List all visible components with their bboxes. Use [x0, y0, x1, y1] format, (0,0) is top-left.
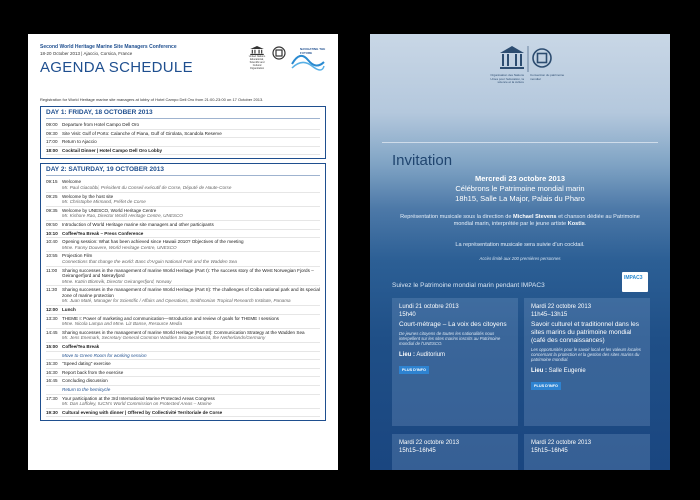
day2-title: DAY 2: SATURDAY, 19 OCTOBER 2013 — [46, 166, 320, 176]
agenda-row — [46, 377, 320, 386]
agenda-row — [46, 409, 320, 418]
agenda-item-text: "Speed dating" exercise — [62, 361, 111, 367]
agenda-item — [62, 239, 320, 250]
agenda-item — [62, 139, 320, 145]
conference-dates: 18-20 October 2013 | Ajaccio, Corsica, France — [40, 51, 133, 56]
agenda-row — [46, 207, 320, 221]
card-location — [399, 352, 511, 358]
agenda-header — [40, 44, 326, 96]
agenda-item — [62, 122, 320, 128]
agenda-time — [46, 387, 62, 393]
agenda-item-text: Your participation at the 3rd International Marine Protected Areas Congress — [62, 395, 215, 401]
navigating-logo-caption: NAVIGATING THE FUTURE — [300, 47, 326, 55]
agenda-item-text: Move to Green Room for working session — [62, 352, 147, 358]
agenda-time: 11:00 — [46, 267, 58, 273]
agenda-item — [62, 231, 320, 237]
agenda-time: 19:30 — [46, 409, 58, 415]
agenda-row — [46, 395, 320, 409]
event-card — [524, 298, 650, 426]
agenda-row — [46, 252, 320, 266]
agenda-item — [62, 316, 320, 327]
card-location-value: Salle Eugenie — [548, 367, 586, 374]
agenda-item-text: Coffee/Tea Break – Press Conference — [62, 230, 144, 236]
agenda-item-text: Sharing successes in the management of marine World Heritage (Part III): Communication Strategy at the Wadden Sea — [62, 329, 305, 335]
card-date: Lundi 21 octobre 2013 — [399, 304, 459, 310]
agenda-item — [62, 361, 320, 367]
desc-part3: . — [584, 221, 587, 227]
invitation-top — [370, 34, 670, 279]
card-time: 15h40 — [399, 311, 416, 318]
card-date: Mardi 22 octobre 2013 — [399, 440, 460, 446]
event-venue: 18h15, Salle La Major, Palais du Pharo — [455, 194, 585, 203]
event-card — [392, 298, 518, 426]
agenda-item-speaker: Mme. Katrin Blomvik, Director Geirangerfjord, Norway — [62, 278, 172, 284]
agenda-item-text: Introduction of World Heritage marine site managers and other participants — [62, 221, 214, 227]
agenda-item — [62, 307, 320, 313]
desc-name1: Michael Stevens — [513, 214, 557, 220]
impac3-logo-text: IMPAC3 — [624, 275, 643, 281]
agenda-item — [62, 396, 320, 407]
agenda-item-text: Return to Ajaccio — [62, 139, 97, 145]
agenda-row — [46, 193, 320, 207]
agenda-time: 09:35 — [46, 207, 58, 213]
agenda-item-speaker: Mr. Christophe Mirmand, Préfet de Corse — [62, 199, 146, 205]
agenda-time: 16:45 — [46, 378, 58, 384]
agenda-row — [46, 121, 320, 130]
agenda-item-speaker: Connections that change the world: Banc d'Arguin National Park and the Wadden Sea — [62, 258, 237, 264]
agenda-item — [62, 287, 320, 304]
event-limit: Accès limité aux 200 premières personnes — [479, 256, 561, 261]
agenda-item — [62, 131, 320, 137]
agenda-item-speaker: Mme. Fanny Douvere, World Heritage Centre, UNESCO — [62, 244, 177, 250]
more-info-button[interactable]: PLUS D'INFO — [531, 382, 561, 390]
agenda-row — [46, 306, 320, 315]
world-heritage-emblem-icon — [272, 46, 286, 60]
agenda-document — [28, 34, 338, 470]
agenda-time: 09:25 — [46, 193, 58, 199]
day2-box — [40, 163, 326, 421]
agenda-item-text: Report back from the exercise — [62, 369, 124, 375]
agenda-item-text: Lunch — [62, 307, 76, 313]
agenda-item — [62, 387, 320, 393]
agenda-row — [46, 315, 320, 329]
card-location-label: Lieu : — [399, 351, 415, 358]
agenda-time: 10:55 — [46, 253, 58, 259]
agenda-item-text: Opening session: What has been achieved since Hawaii 2010? Objectives of the meeting — [62, 239, 244, 245]
card-location-label: Lieu : — [531, 367, 547, 374]
agenda-time: 16:30 — [46, 369, 58, 375]
agenda-item — [62, 179, 320, 190]
agenda-row — [46, 267, 320, 287]
agenda-time: 14:45 — [46, 329, 58, 335]
card-time: 11h45–13h15 — [531, 311, 568, 318]
registration-note: Registration for World Heritage marine site managers at lobby of Hotel Campo Dell Oro from 21:00-23:00 on 17 October 2013. — [40, 97, 264, 102]
agenda-row — [46, 329, 320, 343]
event-note: La représentation musicale sera suivie d'un cocktail. — [455, 242, 585, 248]
agenda-row — [46, 369, 320, 378]
agenda-time — [46, 353, 62, 359]
agenda-item-speaker: Mr. Jens Enemark, Secretary General Common Wadden Sea Secretariat, the Netherlands/Germany — [62, 335, 266, 341]
agenda-row — [46, 230, 320, 239]
agenda-row — [46, 360, 320, 369]
agenda-row — [46, 352, 320, 361]
card-date: Mardi 22 octobre 2013 — [531, 304, 592, 310]
agenda-item-text: Cocktail Dinner | Hotel Campo Dell Oro Lobby — [62, 147, 163, 153]
agenda-item-text: Concluding discussion — [62, 378, 108, 384]
agenda-item-text: Welcome by the host site — [62, 193, 114, 199]
page-title: AGENDA SCHEDULE — [40, 59, 193, 76]
agenda-time: 09:15 — [46, 179, 58, 185]
card-location — [531, 368, 643, 374]
agenda-item-text: Coffee/Tea Break — [62, 344, 100, 350]
agenda-item-speaker: Mr. Paul Giacobbi, Président du Conseil exécutif de Corse, Député de Haute-Corse — [62, 184, 232, 190]
event-description — [392, 214, 648, 228]
agenda-item-text: Sharing successes in the management of marine World Heritage (Part II): The challenges of Coiba national park and its special zone of marine protection — [62, 287, 320, 298]
agenda-item-speaker: Mr. Kishore Rao, Director World Heritage Centre, UNESCO — [62, 213, 183, 219]
agenda-item-speaker: Mme. Nicola Lampa and Mme. Liz Banse, Resource Media — [62, 321, 183, 327]
event-info — [370, 174, 670, 204]
agenda-time: 10:40 — [46, 239, 58, 245]
day1-box — [40, 106, 326, 159]
agenda-item-text: Return to the hemicycle — [62, 387, 111, 392]
event-date: Mercredi 23 octobre 2013 — [474, 174, 566, 183]
unesco-logo — [246, 46, 268, 70]
follow-text: Suivez le Patrimoine mondial marin pendant IMPAC3 — [392, 282, 545, 289]
card-title: Court-métrage – La voix des citoyens — [399, 321, 507, 328]
agenda-item — [62, 410, 320, 416]
event-card — [392, 434, 518, 470]
event-card — [524, 434, 650, 470]
divider — [382, 142, 658, 143]
agenda-item — [62, 253, 320, 264]
agenda-time: 17:30 — [46, 395, 58, 401]
invitation-panel — [370, 34, 670, 470]
card-title: Savoir culturel et traditionnel dans les sites marins du patrimoine mondial (café des connaissances) — [531, 321, 640, 344]
unesco-invitation-logo — [488, 44, 568, 90]
agenda-item — [62, 353, 320, 359]
agenda-row — [46, 343, 320, 352]
agenda-row — [46, 221, 320, 230]
temple-icon — [248, 46, 266, 55]
agenda-item — [62, 268, 320, 285]
card-time: 15h15–16h45 — [399, 447, 436, 454]
desc-part1: Représentation musicale sous la direction de — [400, 214, 513, 220]
agenda-row — [46, 138, 320, 147]
agenda-time: 17:00 — [46, 139, 58, 145]
invitation-title: Invitation — [392, 152, 453, 169]
agenda-item-text: THEME I: Power of marketing and communication—Introduction and review of goals for THEME I sessions — [62, 315, 279, 321]
agenda-time: 15:00 — [46, 344, 58, 350]
agenda-item-text: Site Visit: Gulf of Porto: Calanche of Piana, Gulf of Girolata, Scandola Reserve — [62, 130, 222, 136]
logos — [246, 46, 326, 72]
agenda-item — [62, 378, 320, 384]
card-description: De jeunes citoyens de toutes les nationalités nous interpellent sur les sites marins inscrits au Patrimoine mondial de l'UNESCO. — [399, 331, 501, 347]
unesco-temple-icon — [488, 44, 568, 74]
unesco-caption-right: Convention du patrimoine mondial — [530, 73, 565, 81]
agenda-row — [46, 147, 320, 156]
agenda-item-text: Welcome — [62, 179, 82, 185]
agenda-item-text: Welcome by UNESCO, World Heritage Centre — [62, 207, 157, 213]
agenda-time: 13:30 — [46, 315, 58, 321]
agenda-time: 15:30 — [46, 361, 58, 367]
conference-title: Second World Heritage Marine Site Managers Conference — [40, 44, 177, 50]
impac3-logo — [622, 272, 648, 292]
agenda-item — [62, 330, 320, 341]
agenda-time: 12:00 — [46, 307, 58, 313]
agenda-time: 09:00 — [46, 122, 58, 127]
agenda-row — [46, 386, 320, 395]
agenda-item — [62, 208, 320, 219]
card-time: 15h15–16h45 — [531, 447, 568, 454]
agenda-time: 09:30 — [46, 130, 58, 136]
desc-part2: et chanson dédiée au Patrimoine mondial marin, interprétée par le jeune artiste — [453, 214, 640, 227]
agenda-item-text: Departure from Hotel Campo Dell Oro — [62, 122, 140, 127]
agenda-item — [62, 344, 320, 350]
more-info-button[interactable]: PLUS D'INFO — [399, 366, 429, 374]
agenda-time: 11:30 — [46, 287, 58, 293]
day1-title: DAY 1: FRIDAY, 18 OCTOBER 2013 — [46, 109, 320, 119]
agenda-item-text: Projection Film — [62, 253, 93, 259]
card-date: Mardi 22 octobre 2013 — [531, 440, 592, 446]
day2-rows — [46, 178, 320, 417]
agenda-time: 09:50 — [46, 221, 58, 227]
card-description: Les opportunités pour le savoir local et les valeurs locales concernant la protection et la gestion des sites marins du patrimoine mondial. — [531, 347, 641, 363]
unesco-caption-left: Organisation des Nations Unies pour l'éducation, la science et la culture — [490, 73, 524, 85]
agenda-item — [62, 222, 320, 228]
agenda-row — [46, 178, 320, 192]
agenda-time: 18:00 — [46, 147, 58, 153]
card-location-value: Auditorium — [416, 351, 446, 358]
day1-rows — [46, 121, 320, 155]
agenda-row — [46, 238, 320, 252]
navigating-the-future-logo — [290, 46, 326, 72]
agenda-row — [46, 286, 320, 306]
event-title: Célébrons le Patrimoine mondial marin — [455, 184, 585, 193]
agenda-row — [46, 130, 320, 139]
agenda-item — [62, 194, 320, 205]
agenda-item-speaker: Mr. Juan Maté, Manager for Scientific / Affairs and Operations, Smithsonian Tropical Research Institute, Panama — [62, 298, 291, 304]
agenda-item — [62, 370, 320, 376]
agenda-item-text: Cultural evening with dinner | Offered by Collectivité Territoriale de Corse — [62, 409, 223, 415]
agenda-item — [62, 148, 320, 154]
agenda-time: 10:10 — [46, 230, 58, 236]
desc-name2: Kostis — [567, 221, 585, 227]
agenda-item-text: Sharing successes in the management of marine World Heritage (Part I): The success story of the West Norwegian Fjords – Geirangerfjord and Nærøyfjord — [62, 267, 314, 279]
agenda-item-speaker: Mr. Dan Laffoley, IUCN's World Commission on Protected Areas – Marine — [62, 401, 212, 407]
unesco-logo-caption: United Nations Educational, Scientific and Cultural Organization — [248, 55, 266, 70]
